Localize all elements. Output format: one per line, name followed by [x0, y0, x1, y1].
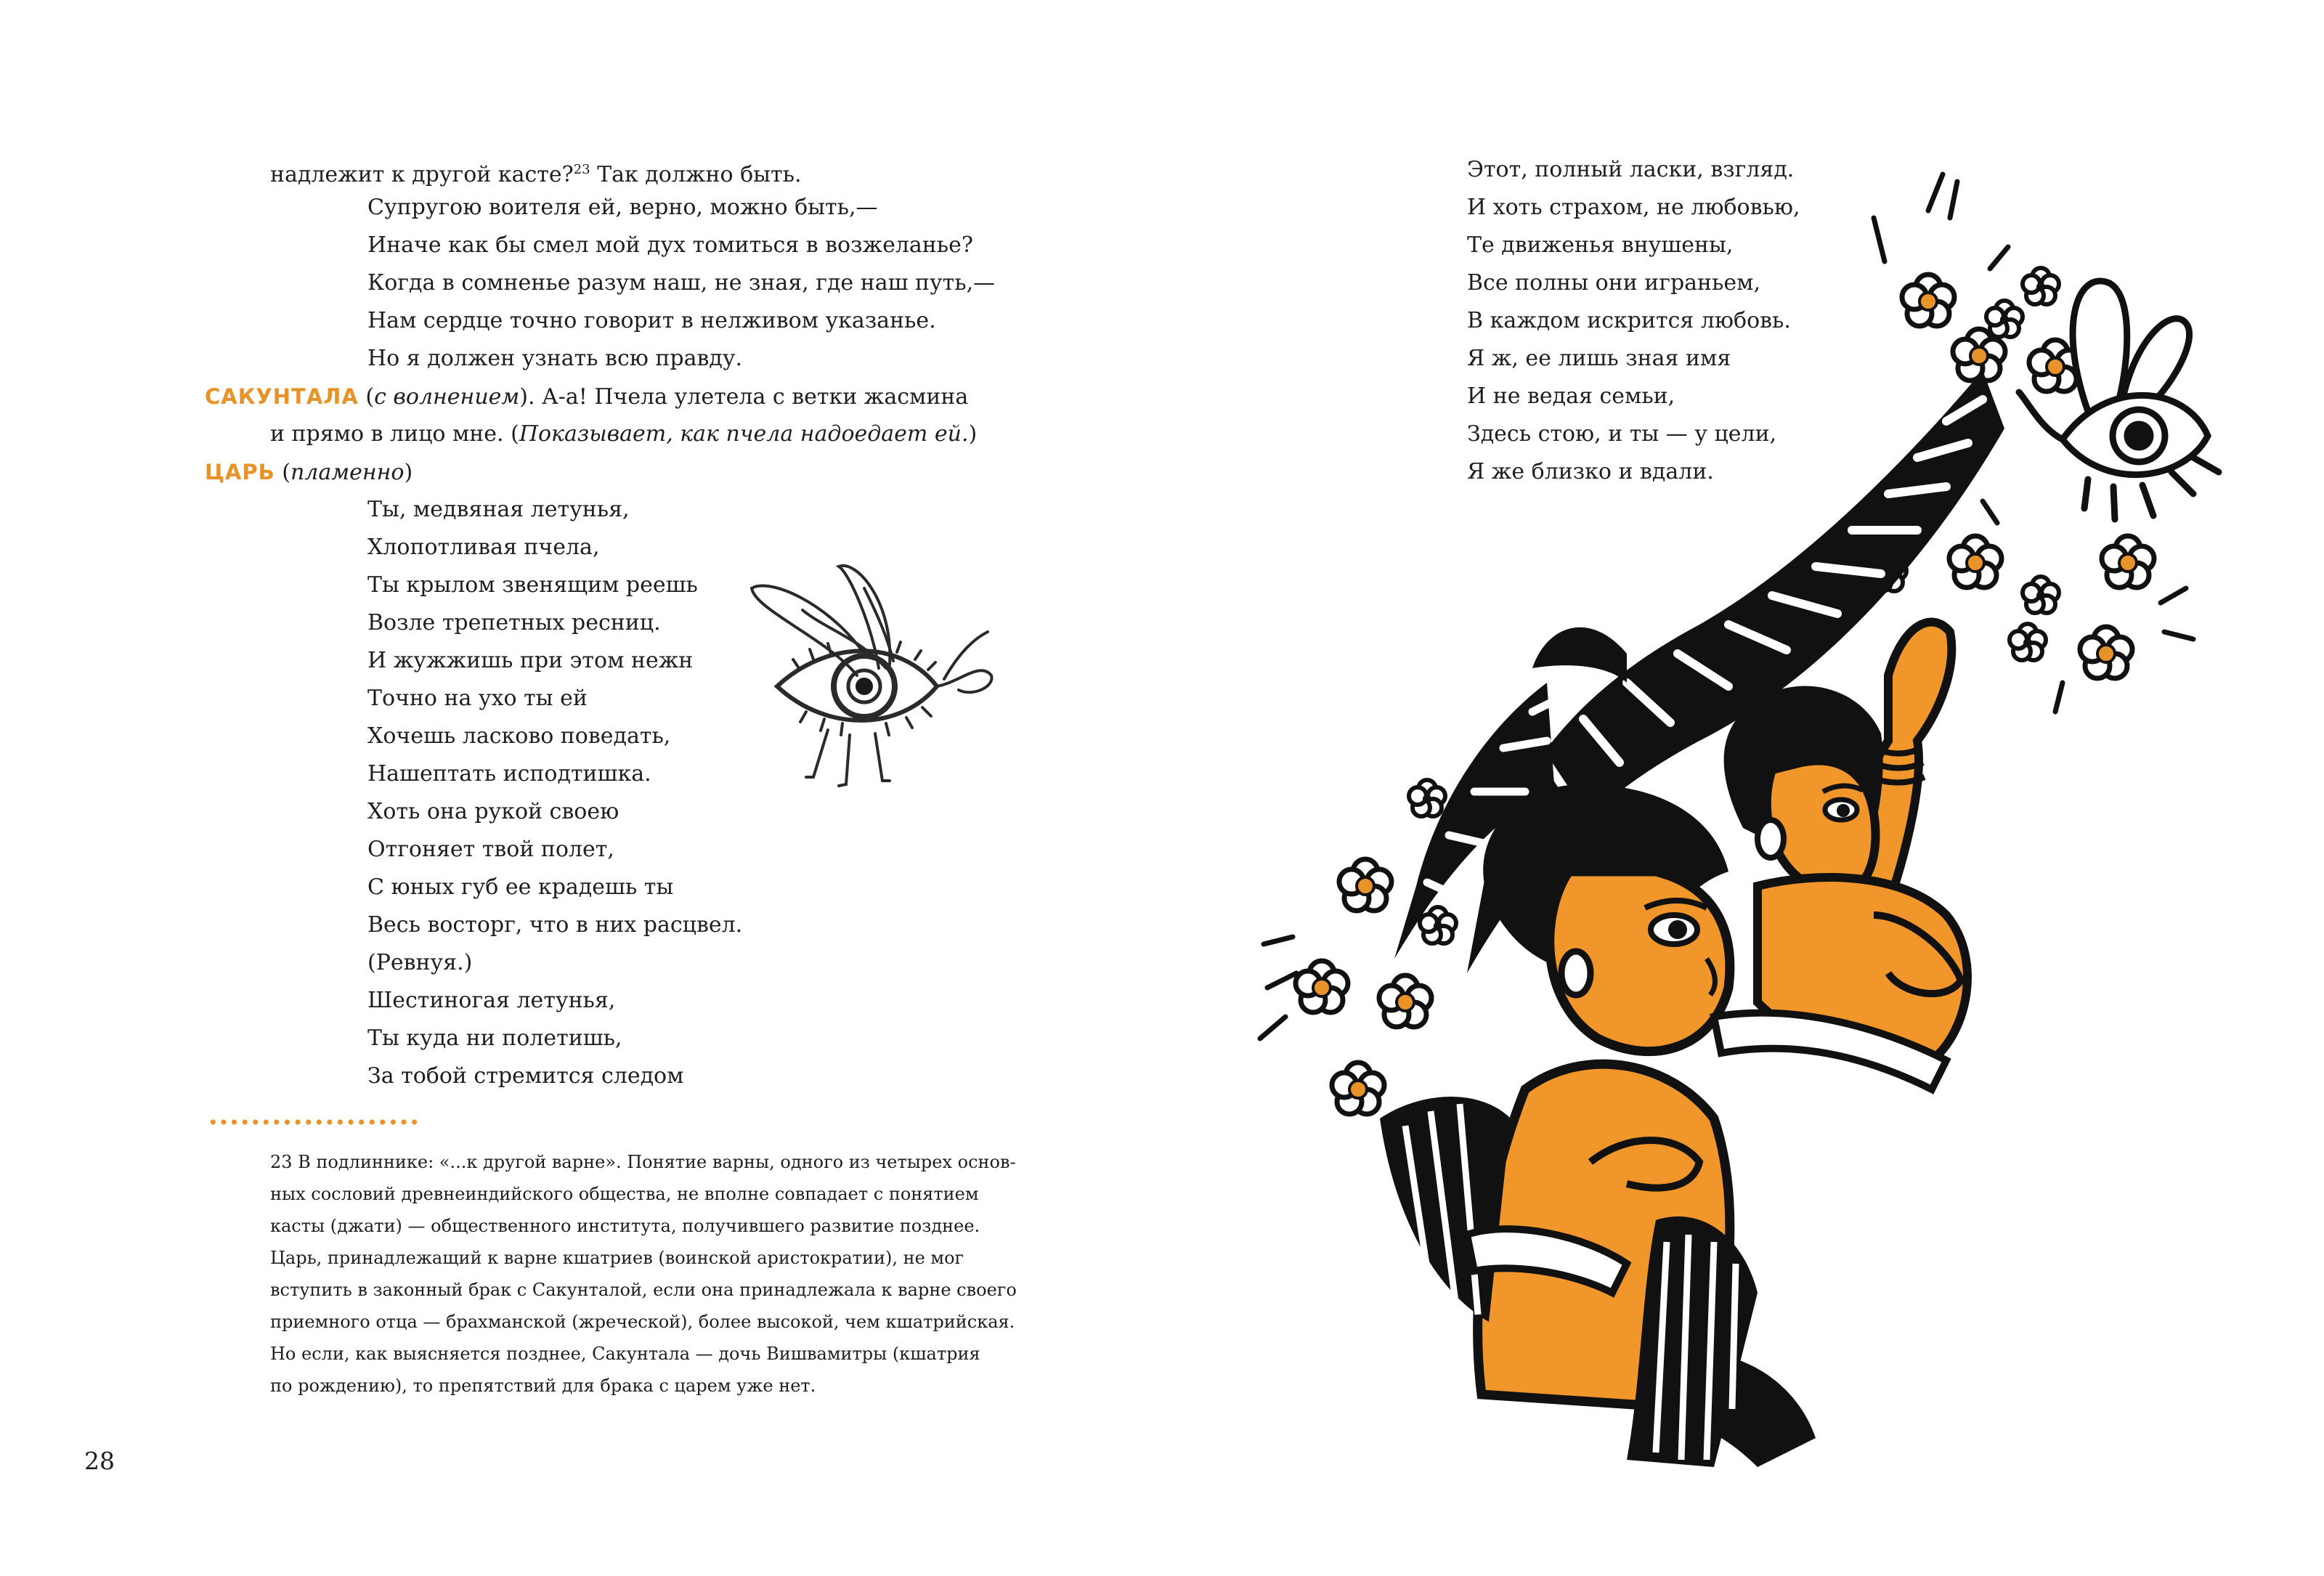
- poem-line-right: И не ведая семьи,: [1467, 383, 1675, 409]
- poem-line: Возле трепетных ресниц.: [367, 610, 661, 635]
- stage-direction: с волнением: [374, 384, 520, 410]
- poem-line: (Ревнуя.): [367, 950, 473, 975]
- winged-couple-illustration: [1249, 160, 2266, 1554]
- poem-line: Ты куда ни полетишь,: [367, 1025, 622, 1051]
- poem-line: Хочешь ласково поведать,: [367, 723, 671, 749]
- verse-line-2: Супругою воителя ей, верно, можно быть,—: [367, 195, 878, 220]
- sakuntala-line-2: и прямо в лицо мне. (Показывает, как пчела надоедает ей.): [270, 421, 978, 447]
- footnote-divider: [208, 1118, 420, 1126]
- poem-line: Нашептать исподтишка.: [367, 761, 651, 787]
- king-line: ЦАРЬ (пламенно): [205, 460, 413, 485]
- poem-line-right: И хоть страхом, не любовью,: [1467, 195, 1800, 220]
- sakuntala-line-1: САКУНТАЛА (с волнением). А-а! Пчела улетела с ветки жасмина: [205, 384, 969, 410]
- poem-line-right: Те движенья внушены,: [1467, 232, 1734, 258]
- poem-line: Ты, медвяная летунья,: [367, 497, 630, 522]
- verse-line-5: Нам сердце точно говорит в нелживом указанье.: [367, 308, 936, 333]
- stage-direction: пламенно: [290, 460, 405, 485]
- verse-line-1: надлежит к другой касте?$^{23}$ Так должно быть.: [270, 162, 802, 187]
- page-number: 28: [84, 1447, 115, 1475]
- footnote-line: по рождению), то препятствий для брака с царем уже нет.: [270, 1376, 816, 1396]
- footnote-line: ных сословий древнеиндийского общества, не вполне совпадает с понятием: [270, 1184, 979, 1204]
- speaker-sakuntala: САКУНТАЛА: [205, 384, 359, 409]
- poem-line: Ты крылом звенящим реешь: [367, 572, 698, 598]
- footnote-line: 23 В подлиннике: «...к другой варне». Понятие варны, одного из четырех основ-: [270, 1152, 1016, 1172]
- poem-line: Отгоняет твой полет,: [367, 837, 614, 862]
- poem-line-right: В каждом искрится любовь.: [1467, 308, 1791, 333]
- poem-line: За тобой стремится следом: [367, 1063, 684, 1089]
- stage-direction: Показывает, как пчела надоедает ей.: [519, 421, 969, 447]
- poem-line: Хлопотливая пчела,: [367, 535, 600, 560]
- verse-line-3: Иначе как бы смел мой дух томиться в возжеланье?: [367, 232, 973, 258]
- poem-line: Весь восторг, что в них расцвел.: [367, 912, 743, 938]
- poem-line-right: Здесь стою, и ты — у цели,: [1467, 421, 1777, 447]
- footnote-line: Но если, как выясняется позднее, Сакунтала — дочь Вишвамитры (кшатрия: [270, 1344, 980, 1364]
- footnote-ref-23[interactable]: 23: [573, 162, 590, 177]
- poem-line: И жужжишь при этом нежн: [367, 648, 694, 673]
- bee-sketch-icon: [741, 559, 1031, 821]
- footnote-line: приемного отца — брахманской (жреческой), более высокой, чем кшатрийская.: [270, 1312, 1015, 1332]
- speaker-king: ЦАРЬ: [205, 460, 275, 484]
- poem-line: С юных губ ее крадешь ты: [367, 874, 674, 900]
- verse-text: надлежит к другой касте?: [270, 162, 574, 187]
- verse-line-4: Когда в сомненье разум наш, не зная, где наш путь,—: [367, 270, 996, 296]
- footnote-line: Царь, принадлежащий к варне кшатриев (воинской аристократии), не мог: [270, 1248, 964, 1268]
- poem-line: Точно на ухо ты ей: [367, 686, 588, 711]
- poem-line-right: Все полны они играньем,: [1467, 270, 1761, 296]
- verse-line-6: Но я должен узнать всю правду.: [367, 346, 743, 371]
- footnote-line: вступить в законный брак с Сакунталой, если она принадлежала к варне своего: [270, 1280, 1017, 1300]
- poem-line: Хоть она рукой своею: [367, 799, 619, 824]
- poem-line-right: Я же близко и вдали.: [1467, 459, 1714, 484]
- poem-line: Шестиногая летунья,: [367, 988, 616, 1013]
- poem-line-right: Этот, полный ласки, взгляд.: [1467, 157, 1795, 182]
- footnote-line: касты (джати) — общественного института, получившего развитие позднее.: [270, 1216, 980, 1236]
- poem-line-right: Я ж, ее лишь зная имя: [1467, 346, 1731, 371]
